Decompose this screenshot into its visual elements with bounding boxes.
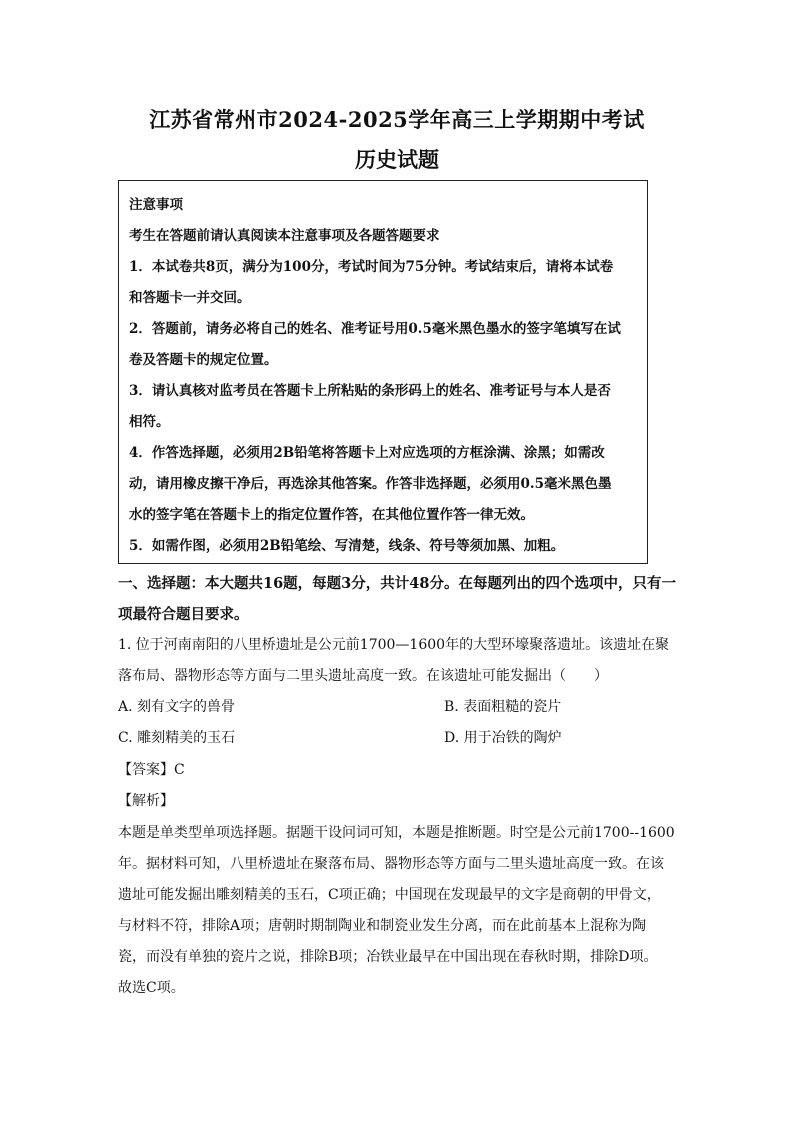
- notice-line: 4．作答选择题，必须用2B铅笔将答题卡上对应选项的方框涂满、涂黑；如需改: [129, 445, 605, 461]
- notice-intro: 考生在答题前请认真阅读本注意事项及各题答题要求: [129, 228, 440, 244]
- analysis-line: 瓷，而没有单独的瓷片之说，排除B项；冶铁业最早在中国出现在春秋时期，排除D项。: [118, 949, 658, 965]
- analysis-line: 年。据材料可知，八里桥遗址在聚落布局、器物形态等方面与二里头遗址高度一致。在该: [118, 856, 664, 872]
- section-heading-cont: 项最符合题目要求。: [118, 606, 249, 623]
- analysis-line: 与材料不符，排除A项；唐朝时期制陶业和制瓷业发生分离，而在此前基本上混称为陶: [118, 918, 647, 934]
- notice-line: 3．请认真核对监考员在答题卡上所粘贴的条形码上的姓名、准考证号与本人是否: [129, 383, 611, 399]
- exam-subject: 历史试题: [355, 147, 439, 172]
- question-stem: 1. 位于河南南阳的八里桥遗址是公元前1700—1600年的大型环壕聚落遗址。该遗址在聚: [118, 637, 670, 653]
- section-heading: 一、选择题：本大题共16题，每题3分，共计48分。在每题列出的四个选项中，只有一: [118, 575, 676, 592]
- exam-title: 江苏省常州市2024-2025学年高三上学期期中考试: [149, 107, 645, 132]
- notice-line: 和答题卡一并交回。: [129, 290, 251, 306]
- question-stem-cont: 落布局、器物形态等方面与二里头遗址高度一致。在该遗址可能发掘出（ ）: [118, 668, 608, 684]
- notice-heading: 注意事项: [129, 197, 183, 213]
- option-c: C. 雕刻精美的玉石: [118, 730, 236, 746]
- option-a: A. 刻有文字的兽骨: [118, 699, 236, 715]
- analysis-label: 【解析】: [118, 793, 174, 809]
- notice-box: [118, 180, 648, 564]
- option-b: B. 表面粗糙的瓷片: [444, 699, 562, 715]
- notice-line: 2．答题前，请务必将自己的姓名、准考证号用0.5毫米黑色墨水的签字笔填写在试: [129, 321, 621, 337]
- notice-line: 水的签字笔在答题卡上的指定位置作答，在其他位置作答一律无效。: [129, 507, 534, 523]
- notice-line: 5．如需作图，必须用2B铅笔绘、写清楚，线条、符号等须加黑、加粗。: [129, 538, 565, 554]
- analysis-line: 故选C项。: [118, 980, 185, 996]
- answer-label: 【答案】C: [118, 762, 185, 778]
- notice-line: 卷及答题卡的规定位置。: [129, 352, 278, 368]
- notice-line: 相符。: [129, 414, 170, 430]
- analysis-line: 本题是单类型单项选择题。据题干设问词可知，本题是推断题。时空是公元前1700--1600: [118, 825, 675, 841]
- notice-line: 1．本试卷共8页，满分为100分，考试时间为75分钟。考试结束后，请将本试卷: [129, 259, 614, 275]
- notice-line: 动，请用橡皮擦干净后，再选涂其他答案。作答非选择题，必须用0.5毫米黑色墨: [129, 476, 612, 492]
- analysis-line: 遗址可能发掘出雕刻精美的玉石，C项正确；中国现在发现最早的文字是商朝的甲骨文，: [118, 887, 661, 903]
- option-d: D. 用于冶铁的陶炉: [444, 730, 562, 746]
